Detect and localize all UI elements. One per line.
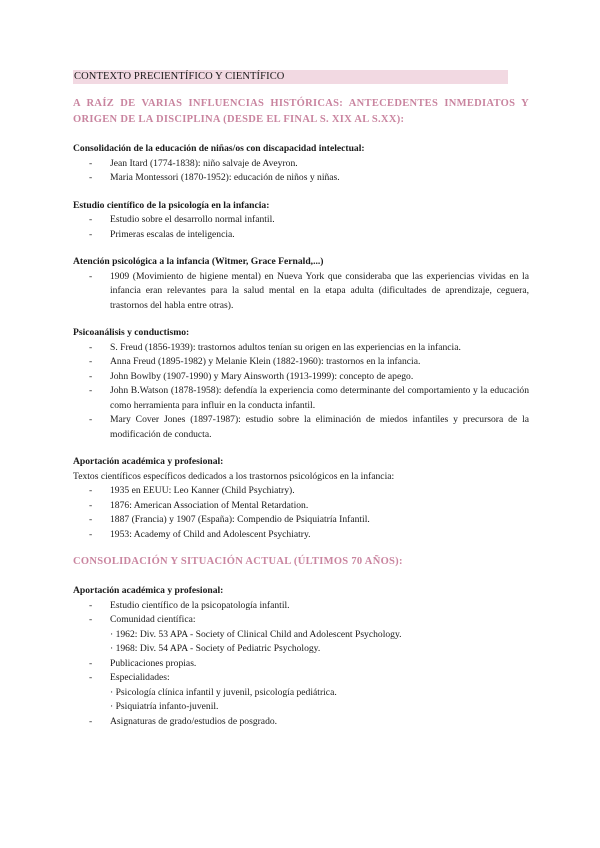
list-item: [73, 715, 529, 730]
section-header: CONTEXTO PRECIENTÍFICO Y CIENTÍFICO: [73, 70, 508, 84]
section-title-academic: Aportación académica y profesional:: [73, 456, 224, 467]
sub-item: · 1962: Div. 53 APA - Society of Clinical Child and Adolescent Psychology.: [110, 628, 402, 640]
list-item: - John Bowlby (1907-1990) y Mary Ainsworth (1913-1999): concepto de apego.: [73, 370, 529, 385]
list-item: - Jean Itard (1774-1838): niño salvaje de Aveyron.: [73, 157, 529, 172]
list-item-text: Asignaturas de grado/estudios de posgrado.: [110, 715, 278, 727]
list-item-text: Especialidades:: [110, 672, 170, 683]
sub-item: · Psiquiatría infanto-juvenil.: [110, 701, 219, 712]
sub-item: · 1968: Div. 54 APA - Society of Pediatric Psychology.: [110, 643, 321, 654]
section-title-psych-attention: Atención psicológica a la infancia (Witmer, Grace Fernald,...): [73, 256, 324, 267]
list-item: - John B.Watson (1878-1958): defendía la experiencia como determinante del comportamiento y la educación como herramienta para influir en la conducta infantil.: [73, 384, 529, 413]
list-item: - 1876: American Association of Mental Retardation.: [73, 499, 529, 514]
section-title-education: Consolidación de la educación de niñas/os con discapacidad intelectual:: [73, 143, 365, 154]
list-education: [73, 157, 529, 186]
section-intro: Textos científicos específicos dedicados a los trastornos psicológicos en la infancia:: [73, 470, 395, 482]
list-item: - 1953: Academy of Child and Adolescent Psychiatry.: [73, 528, 529, 543]
list-item: - 1935 en EEUU: Leo Kanner (Child Psychiatry).: [73, 484, 529, 499]
heading-consolidation: CONSOLIDACIÓN Y SITUACIÓN ACTUAL (ÚLTIMOS 70 AÑOS):: [73, 556, 403, 567]
list-item-text: Comunidad científica:: [110, 614, 196, 625]
section-title-scientific-study: Estudio científico de la psicología en la infancia:: [73, 199, 270, 211]
list-item: - Mary Cover Jones (1897-1987): estudio sobre la eliminación de miedos infantiles y precursora de la modificación de conducta.: [73, 413, 529, 442]
list-scientific-study: [73, 213, 529, 242]
list-academic-current: [73, 599, 529, 730]
list-item: [73, 657, 529, 672]
document-page: [73, 70, 529, 729]
list-item: - 1909 (Movimiento de higiene mental) en Nueva York que consideraba que las experiencias vividas en la infancia eran relevantes para la salud mental en la etapa adulta (dificultades de aprendizaje, ceguera, trastornos del habla entre otras).: [73, 270, 529, 314]
list-item: - Maria Montessori (1870-1952): educación de niños y niñas.: [73, 171, 529, 186]
list-psych-attention: [73, 270, 529, 314]
list-item-text: Publicaciones propias.: [110, 657, 197, 669]
sub-item: · Psicología clínica infantil y juvenil, psicología pediátrica.: [110, 686, 337, 698]
section-title-psychoanalysis: Psicoanálisis y conductismo:: [73, 327, 190, 338]
list-item: [73, 671, 529, 715]
list-item: - Primeras escalas de inteligencia.: [73, 228, 529, 243]
list-item: - S. Freud (1856-1939): trastornos adultos tenían su origen en las experiencias en la infancia.: [73, 341, 529, 356]
list-item: - 1887 (Francia) y 1907 (España): Compendio de Psiquiatría Infantil.: [73, 513, 529, 528]
section-title-academic-current: Aportación académica y profesional:: [73, 585, 224, 596]
list-item: - Anna Freud (1895-1982) y Melanie Klein (1882-1960): trastornos en la infancia.: [73, 355, 529, 370]
list-item-text: Estudio científico de la psicopatología infantil.: [110, 599, 290, 611]
list-item: [73, 613, 529, 657]
list-academic: [73, 484, 529, 542]
list-item: - Estudio sobre el desarrollo normal infantil.: [73, 213, 529, 228]
list-psychoanalysis: [73, 341, 529, 443]
heading-origins: A RAÍZ DE VARIAS INFLUENCIAS HISTÓRICAS: ANTECEDENTES INMEDIATOS Y ORIGEN DE LA DISCIPLINA (DESDE EL FINAL S. XIX AL S.XX):: [73, 98, 529, 125]
list-item: [73, 599, 529, 614]
